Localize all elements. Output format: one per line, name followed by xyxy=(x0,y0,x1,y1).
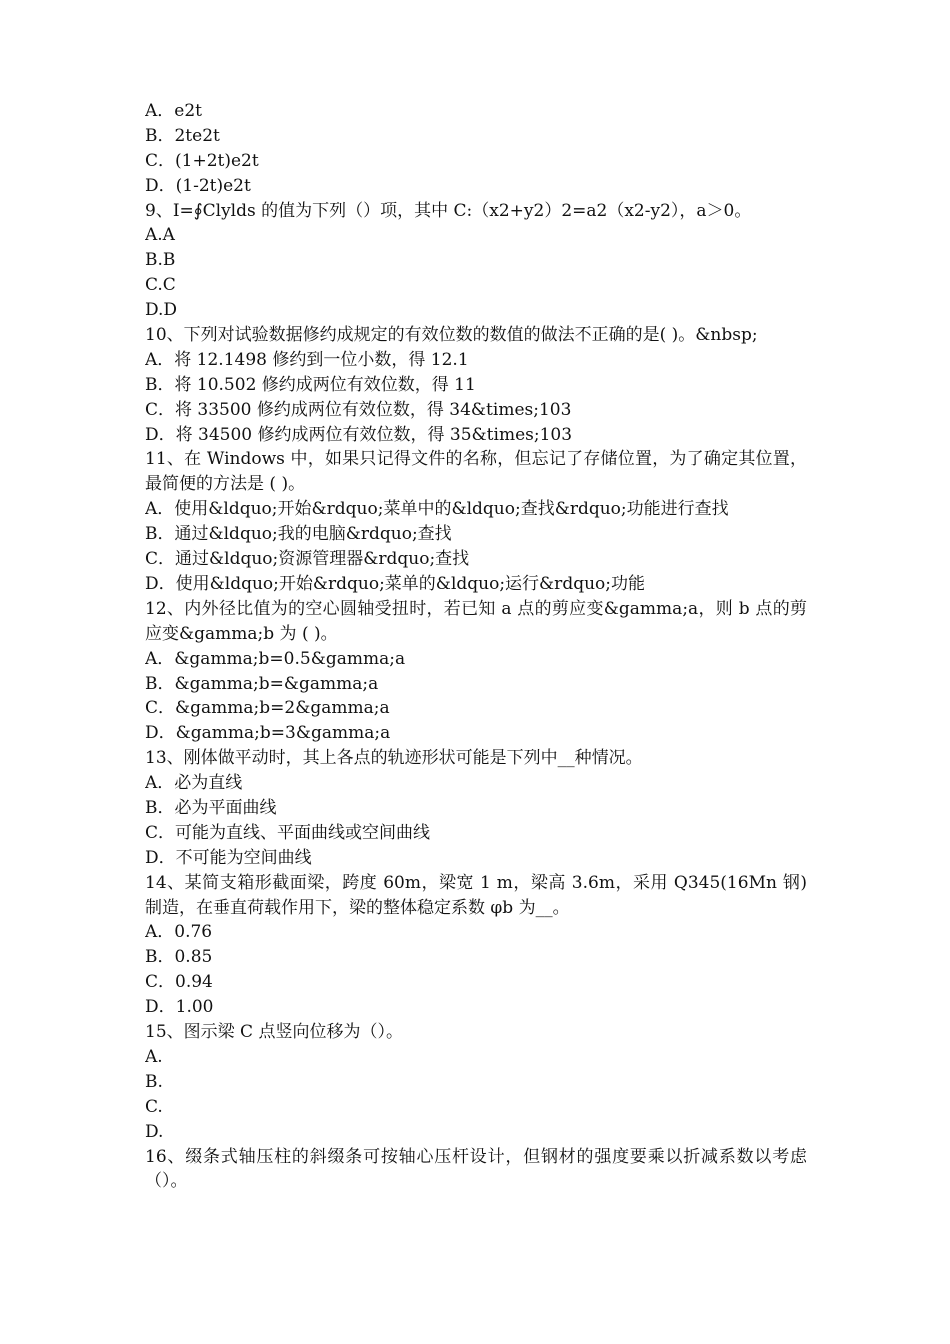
option-12c: C．&gamma;b=2&gamma;a xyxy=(145,698,390,719)
option-14b: B．0.85 xyxy=(145,947,213,968)
question-9: 9、I=∮Clylds 的值为下列（）项，其中 C:（x2+y2）2=a2（x2-y2），a＞0。 xyxy=(145,200,752,221)
option-10a: A．将 12.1498 修约到一位小数，得 12.1 xyxy=(145,349,469,370)
option-11a: A．使用&ldquo;开始&rdquo;菜单中的&ldquo;查找&rdquo;功能进行查找 xyxy=(145,499,729,520)
option-13d: D．不可能为空间曲线 xyxy=(145,847,312,868)
option-8a: A．e2t xyxy=(145,101,202,121)
option-15a: A. xyxy=(145,1046,163,1067)
option-14a: A．0.76 xyxy=(145,922,213,943)
option-11b: B．通过&ldquo;我的电脑&rdquo;查找 xyxy=(145,524,452,545)
question-12: 12、内外径比值为的空心圆轴受扭时，若已知 a 点的剪应变&gamma;a，则 b 点的剪应变&gamma;b 为 ( )。 xyxy=(145,598,807,644)
question-14: 14、某简支箱形截面梁，跨度 60m，梁宽 1 m，梁高 3.6m，采用 Q345(16Mn 钢)制造，在垂直荷载作用下，梁的整体稳定系数 φb 为__。 xyxy=(145,872,807,918)
question-16: 16、缀条式轴压柱的斜缀条可按轴心压杆设计，但钢材的强度要乘以折减系数以考虑（）。 xyxy=(145,1146,807,1192)
option-14d: D．1.00 xyxy=(145,997,214,1018)
question-11: 11、在 Windows 中，如果只记得文件的名称，但忘记了存储位置，为了确定其位置，最简便的方法是 ( )。 xyxy=(145,449,807,495)
option-10b: B．将 10.502 修约成两位有效位数，得 11 xyxy=(145,374,476,395)
option-8d: D．(1-2t)e2t xyxy=(145,175,251,196)
question-10: 10、下列对试验数据修约成规定的有效位数的数值的做法不正确的是( )。&nbsp; xyxy=(145,325,758,346)
question-13: 13、刚体做平动时，其上各点的轨迹形状可能是下列中__种情况。 xyxy=(145,748,643,769)
option-11d: D．使用&ldquo;开始&rdquo;菜单的&ldquo;运行&rdquo;功能 xyxy=(145,573,645,594)
option-12d: D．&gamma;b=3&gamma;a xyxy=(145,723,391,744)
option-11c: C．通过&ldquo;资源管理器&rdquo;查找 xyxy=(145,549,470,570)
option-12b: B．&gamma;b=&gamma;a xyxy=(145,673,379,694)
option-8c: C．(1+2t)e2t xyxy=(145,150,259,171)
option-15d: D. xyxy=(145,1121,164,1142)
option-9b: B.B xyxy=(145,250,176,271)
option-15b: B. xyxy=(145,1071,163,1092)
option-15c: C. xyxy=(145,1096,163,1117)
option-8b: B．2te2t xyxy=(145,125,220,146)
option-14c: C．0.94 xyxy=(145,972,213,993)
option-9d: D.D xyxy=(145,300,178,321)
option-10d: D．将 34500 修约成两位有效位数，得 35&times;103 xyxy=(145,424,573,445)
option-12a: A．&gamma;b=0.5&gamma;a xyxy=(145,648,406,669)
option-9a: A.A xyxy=(145,225,175,246)
option-13b: B．必为平面曲线 xyxy=(145,798,277,818)
question-15: 15、图示梁 C 点竖向位移为（）。 xyxy=(145,1022,403,1043)
option-10c: C．将 33500 修约成两位有效位数，得 34&times;103 xyxy=(145,399,572,420)
option-13a: A．必为直线 xyxy=(145,773,243,794)
option-13c: C．可能为直线、平面曲线或空间曲线 xyxy=(145,822,431,843)
document-body xyxy=(145,99,807,1194)
option-9c: C.C xyxy=(145,275,176,296)
